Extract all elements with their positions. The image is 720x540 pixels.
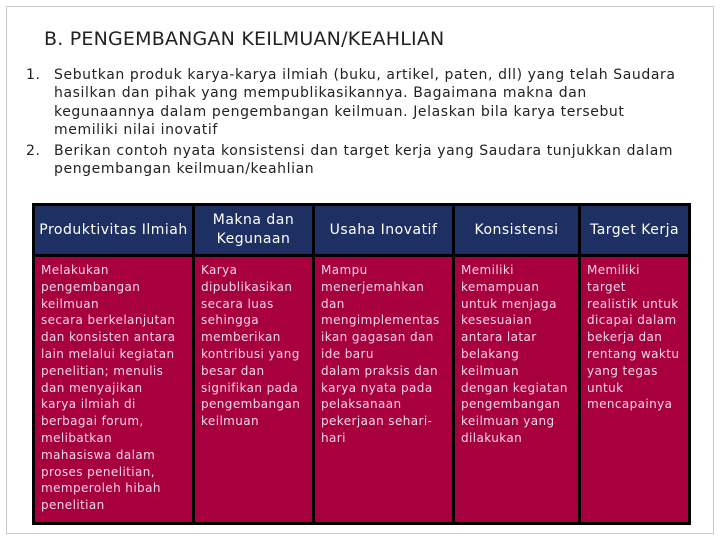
question-list xyxy=(26,66,676,179)
question-text: Sebutkan produk karya-karya ilmiah (buku, artikel, paten, dll) yang telah Saudara hasilkan dan pihak yang mempublikasikannya. Bagaimana makna dan kegunaannya dalam pengembangan keilmuan. Jelaskan bila karya tersebut memiliki nilai inovatif xyxy=(54,67,676,138)
header-produktivitas: Produktivitas Ilmiah xyxy=(34,205,194,256)
cell-makna xyxy=(194,256,314,524)
header-target: Target Kerja xyxy=(580,205,690,256)
cell-konsistensi xyxy=(454,256,580,524)
cell-target xyxy=(580,256,690,524)
question-text: Berikan contoh nyata konsistensi dan target kerja yang Saudara tunjukkan dalam pengembangan keilmuan/keahlian xyxy=(54,143,674,178)
cell-text: Memiliki target realistik untuk dicapai dalam bekerja dan rentang waktu yang tegas untuk mencapainya xyxy=(587,263,680,412)
header-konsistensi: Konsistensi xyxy=(454,205,580,256)
cell-usaha xyxy=(314,256,454,524)
criteria-table xyxy=(32,203,691,525)
table-header-row xyxy=(34,205,690,256)
cell-produktivitas xyxy=(34,256,194,524)
table-row xyxy=(34,256,690,524)
cell-text: Karya dipublikasikan secara luas sehingga memberikan kontribusi yang besar dan signifikan pada pengembangan keilmuan xyxy=(201,263,301,429)
question-number: 1. xyxy=(26,67,41,83)
header-makna: Makna dan Kegunaan xyxy=(194,205,314,256)
cell-text: Mampu menerjemahkan dan mengimplementas ikan gagasan dan ide baru dalam praksis dan karya nyata pada pelaksanaan pekerjaan sehari- hari xyxy=(321,263,440,445)
page-title: B. PENGEMBANGAN KEILMUAN/KEAHLIAN xyxy=(44,28,445,50)
question-item xyxy=(26,66,676,139)
cell-text: Memiliki kemampuan untuk menjaga kesesuaian antara latar belakang keilmuan dengan kegiatan pengembangan keilmuan yang dilakukan xyxy=(461,263,568,445)
question-number: 2. xyxy=(26,143,41,160)
cell-text: Melakukan pengembangan keilmuan secara berkelanjutan dan konsisten antara lain melalui kegiatan penelitian; menulis dan menyajikan karya ilmiah di berbagai forum, melibatkan mahasiswa dalam proses penelitian, memperoleh hibah penelitian xyxy=(41,263,176,513)
header-usaha: Usaha Inovatif xyxy=(314,205,454,256)
question-item xyxy=(26,142,676,179)
